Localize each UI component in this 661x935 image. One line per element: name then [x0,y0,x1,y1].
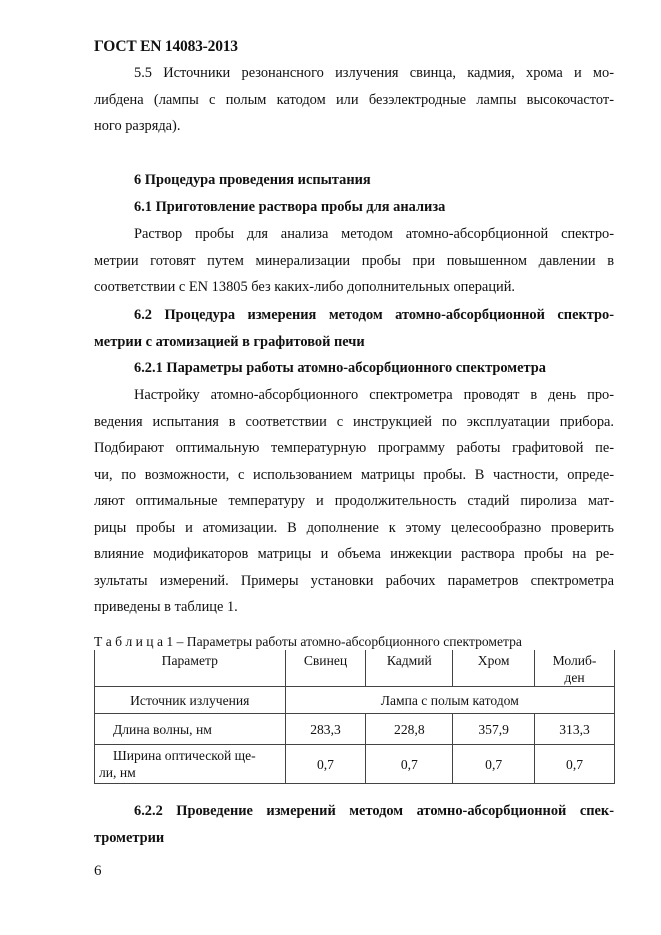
paragraph-line: зультаты измерений. Примеры установки рабочих параметров спектрометра [94,572,614,589]
section-6-2-heading [94,302,614,355]
paragraph-line: Раствор пробы для анализа методом атомно-абсорбционной спектро- [134,226,614,242]
paragraph-line: 5.5 Источники резонансного излучения свинца, кадмия, хрома и мо- [134,65,614,81]
slit-lead: 0,7 [285,745,366,784]
paragraph-6-2-1 [94,382,614,621]
paragraph-line: рицы пробы и атомизации. В дополнение к этому целесообразно проверить [94,519,614,536]
paragraph-line: соответствии с EN 13805 без каких-либо дополнительных операций. [94,279,516,295]
heading-line: трометрии [94,829,165,846]
slit-label-line-1: Ширина оптической ще- [113,748,256,763]
heading-text: 6.1 Приготовление раствора пробы для анализа [134,199,446,215]
section-6-2-1-heading [94,355,614,382]
section-6-heading [94,167,614,194]
page-number: 6 [94,863,102,879]
parameters-table [94,650,615,784]
paragraph-line: ведения испытания в соответствии с инструкцией по эксплуатации прибора. [94,413,614,430]
table-row [95,745,615,784]
wavelength-molybdenum: 313,3 [535,714,615,745]
header-chromium: Хром [453,650,535,687]
header-lead: Свинец [285,650,366,687]
slit-chromium: 0,7 [453,745,535,784]
heading-text: 6 Процедура проведения испытания [134,172,371,188]
wavelength-lead: 283,3 [285,714,366,745]
slit-label-line-2: ли, нм [99,765,136,780]
wavelength-chromium: 357,9 [453,714,535,745]
slit-molybdenum: 0,7 [535,745,615,784]
table-header-row [95,650,615,687]
table-row [95,687,615,714]
header-parameter: Параметр [95,650,286,687]
wavelength-cadmium: 228,8 [366,714,453,745]
table-caption: Т а б л и ц а 1 – Параметры работы атомно-абсорбционного спектрометра [94,634,522,649]
slit-cadmium: 0,7 [366,745,453,784]
row-label-wavelength: Длина волны, нм [95,714,286,745]
paragraph-line: чи, по возможности, с использованием матрицы пробы. В частности, опреде- [94,466,614,483]
row-label-source: Источник излучения [95,687,286,714]
paragraph-line: Подбирают оптимальную температурную программу работы графитовой пе- [94,440,614,456]
heading-text: 6.2.1 Параметры работы атомно-абсорбционного спектрометра [134,360,546,376]
heading-line: 6.2.2 Проведение измерений методом атомно-абсорбционной спек- [134,803,614,819]
header-molybdenum-line-1: Молиб- [552,653,597,668]
paragraph-line: либдена (лампы с полым катодом или безэлектродные лампы высокочастот- [94,91,614,108]
row-label-slit-width [95,745,286,784]
paragraph-line: Настройку атомно-абсорбционного спектрометра проводят в день про- [134,387,614,403]
document-header-title: ГОСТ EN 14083-2013 [94,38,238,55]
header-molybdenum [535,650,615,687]
heading-line: метрии с атомизацией в графитовой печи [94,333,365,350]
paragraph-line: ляют оптимальные температуру и продолжительность стадий пиролиза мат- [94,493,614,509]
paragraph-line: приведены в таблице 1. [94,599,238,615]
section-6-1-heading [94,194,614,221]
paragraph-line: влияние модификаторов матрицы и объема инжекции раствора пробы на ре- [94,546,614,562]
section-6-2-2-heading [94,798,614,851]
header-molybdenum-line-2: ден [564,670,585,685]
table-row [95,714,615,745]
paragraph-5-5 [94,60,614,140]
header-cadmium: Кадмий [366,650,453,687]
paragraph-6-1 [94,221,614,301]
paragraph-line: метрии готовят путем минерализации пробы при повышенном давлении в [94,252,614,269]
paragraph-line: ного разряда). [94,118,181,134]
source-value: Лампа с полым катодом [285,687,614,714]
heading-line: 6.2 Процедура измерения методом атомно-абсорбционной спектро- [134,307,614,323]
